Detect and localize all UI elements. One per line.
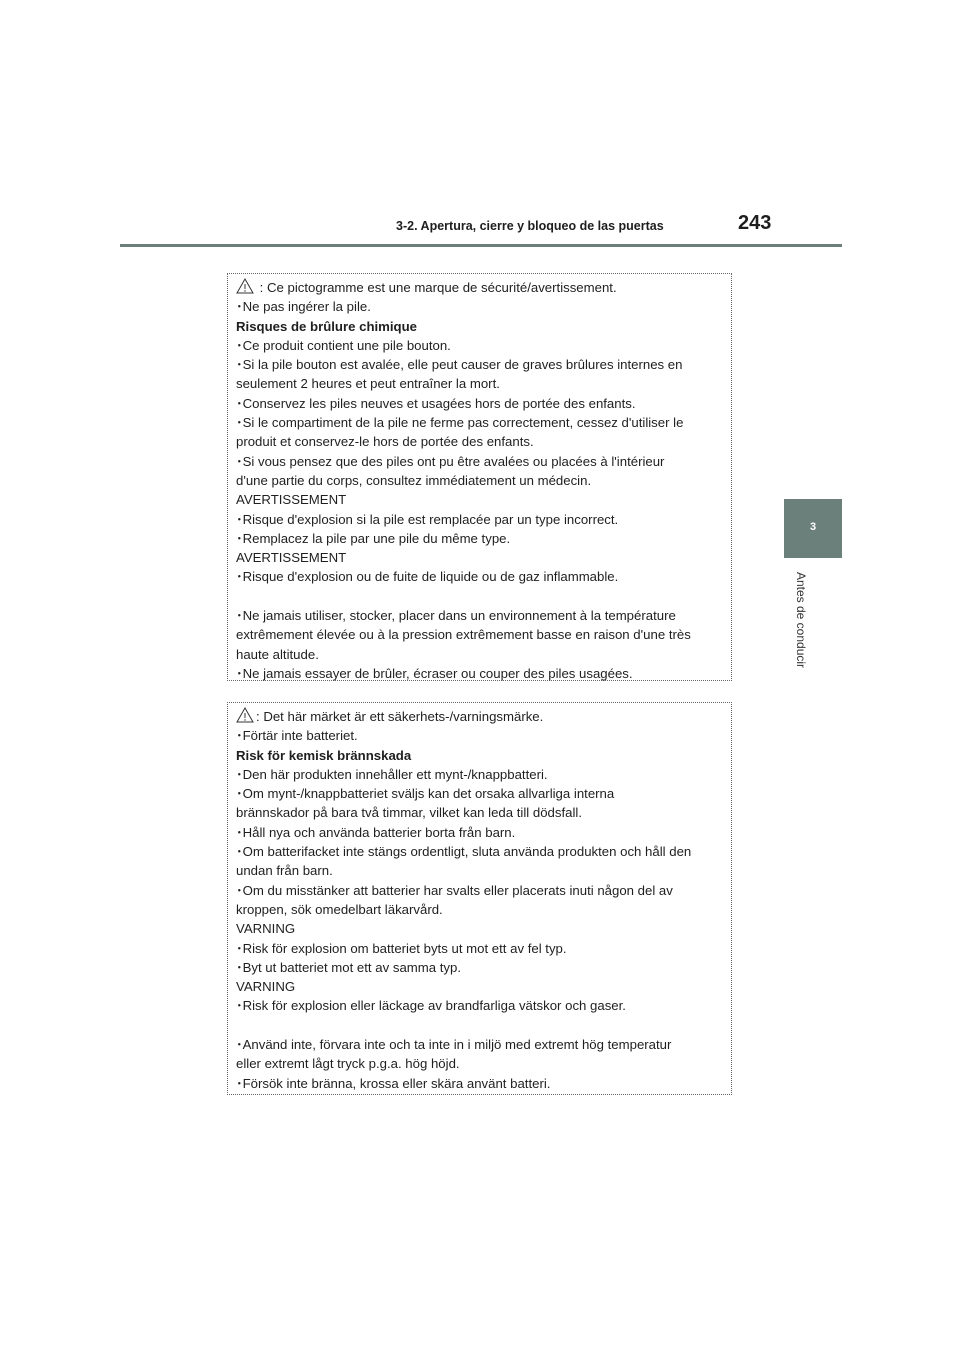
warning-line xyxy=(236,1035,725,1054)
warning-text: ･Om mynt-/knappbatteriet sväljs kan det orsaka allvarliga interna xyxy=(236,786,615,802)
warning-text: ･Risk för explosion eller läckage av brandfarliga vätskor och gaser. xyxy=(236,998,626,1014)
warning-line xyxy=(236,726,725,745)
warning-text: ･Risk för explosion om batteriet byts ut mot ett av fel typ. xyxy=(236,940,567,956)
warning-text: seulement 2 heures et peut entraîner la mort. xyxy=(236,376,500,392)
warning-text: VARNING xyxy=(236,921,296,937)
warning-text: eller extremt lågt tryck p.g.a. hög höjd. xyxy=(236,1056,460,1072)
warning-text: ･Conservez les piles neuves et usagées hors de portée des enfants. xyxy=(236,395,636,411)
warning-text: Risques de brûlure chimique xyxy=(236,318,417,334)
warning-text: brännskador på bara två timmar, vilket kan leda till dödsfall. xyxy=(236,805,582,821)
chapter-tab xyxy=(784,499,842,558)
warning-text: extrêmement élevée ou à la pression extrêmement basse en raison d'une très xyxy=(236,627,691,643)
warning-text: ･Om batterifacket inte stängs ordentligt, sluta använda produkten och håll den xyxy=(236,844,692,860)
warning-text: ･Byt ut batteriet mot ett av samma typ. xyxy=(236,959,462,975)
warning-line xyxy=(236,881,725,900)
warning-text: Risk för kemisk brännskada xyxy=(236,747,412,763)
warning-text: ･Si la pile bouton est avalée, elle peut causer de graves brûlures internes en xyxy=(236,357,683,373)
warning-line xyxy=(236,297,725,316)
warning-line xyxy=(236,861,725,880)
warning-line xyxy=(236,413,725,432)
warning-line xyxy=(236,471,725,490)
warning-line xyxy=(236,1054,725,1073)
warning-triangle-icon xyxy=(236,707,254,723)
warning-text: ･Håll nya och använda batterier borta från barn. xyxy=(236,824,516,840)
warning-line xyxy=(236,823,725,842)
warning-line xyxy=(236,645,725,664)
warning-line xyxy=(236,842,725,861)
warning-text: ･Ne jamais utiliser, stocker, placer dans un environnement à la température xyxy=(236,608,676,624)
warning-line xyxy=(236,587,725,606)
page-number: 243 xyxy=(738,212,772,234)
warning-line xyxy=(236,977,725,996)
warning-text: kroppen, sök omedelbart läkarvård. xyxy=(236,901,443,917)
warning-line xyxy=(236,919,725,938)
warning-text: ･Förtär inte batteriet. xyxy=(236,728,358,744)
warning-line xyxy=(236,394,725,413)
warning-text: ･Ce produit contient une pile bouton. xyxy=(236,337,451,353)
warning-line xyxy=(236,765,725,784)
warning-line xyxy=(236,996,725,1015)
warning-text: ･Remplacez la pile par une pile du même type. xyxy=(236,530,511,546)
warning-line xyxy=(236,1074,725,1093)
chapter-number: 3 xyxy=(809,521,817,533)
warning-line xyxy=(236,355,725,374)
chapter-label: Antes de conducir xyxy=(794,571,808,669)
warning-line xyxy=(236,336,725,355)
warning-line xyxy=(236,529,725,548)
warning-text: ･Si vous pensez que des piles ont pu être avalées ou placées à l'intérieur xyxy=(236,453,665,469)
warning-text: ･Ne pas ingérer la pile. xyxy=(236,299,371,315)
warning-text: ･Den här produkten innehåller ett mynt-/knappbatteri. xyxy=(236,766,548,782)
warning-text: haute altitude. xyxy=(236,646,319,662)
warning-text: AVERTISSEMENT xyxy=(236,550,347,566)
warning-line xyxy=(236,900,725,919)
warning-line xyxy=(236,664,725,683)
warning-line xyxy=(236,958,725,977)
warning-line xyxy=(236,803,725,822)
warning-heading xyxy=(236,317,725,336)
warning-line xyxy=(236,452,725,471)
warning-line xyxy=(236,1016,725,1035)
warning-text: ･Risque d'explosion si la pile est remplacée par un type incorrect. xyxy=(236,511,619,527)
warning-text: ･Si le compartiment de la pile ne ferme pas correctement, cessez d'utiliser le xyxy=(236,415,684,431)
warning-line xyxy=(236,510,725,529)
warning-text: undan från barn. xyxy=(236,863,333,879)
warning-text: ･Använd inte, förvara inte och ta inte in i miljö med extremt hög temperatur xyxy=(236,1037,672,1053)
warning-text: : Ce pictogramme est une marque de sécurité/avertissement. xyxy=(256,280,617,295)
warning-line xyxy=(236,432,725,451)
warning-line xyxy=(236,548,725,567)
warning-box-swedish xyxy=(227,702,732,1095)
header-divider xyxy=(120,244,842,247)
warning-text: ･Om du misstänker att batterier har svalts eller placerats inuti någon del av xyxy=(236,882,673,898)
warning-line xyxy=(236,490,725,509)
warning-text: produit et conservez-le hors de portée des enfants. xyxy=(236,434,534,450)
warning-line xyxy=(236,374,725,393)
warning-line xyxy=(236,606,725,625)
warning-text: VARNING xyxy=(236,979,296,995)
warning-heading xyxy=(236,746,725,765)
warning-line xyxy=(236,567,725,586)
warning-box-french xyxy=(227,273,732,681)
warning-text: d'une partie du corps, consultez immédiatement un médecin. xyxy=(236,472,592,488)
warning-line xyxy=(236,939,725,958)
warning-text: ･Ne jamais essayer de brûler, écraser ou couper des piles usagées. xyxy=(236,665,633,681)
warning-text: ･Risque d'explosion ou de fuite de liquide ou de gaz inflammable. xyxy=(236,569,619,585)
warning-line xyxy=(236,625,725,644)
warning-text: ･Försök inte bränna, krossa eller skära använt batteri. xyxy=(236,1075,551,1091)
warning-text: : Det här märket är ett säkerhets-/varningsmärke. xyxy=(256,709,544,724)
warning-text: AVERTISSEMENT xyxy=(236,492,347,508)
warning-line xyxy=(236,707,725,726)
section-title: 3-2. Apertura, cierre y bloqueo de las puertas xyxy=(396,219,664,233)
warning-line xyxy=(236,278,725,297)
warning-line xyxy=(236,784,725,803)
warning-triangle-icon xyxy=(236,278,254,294)
